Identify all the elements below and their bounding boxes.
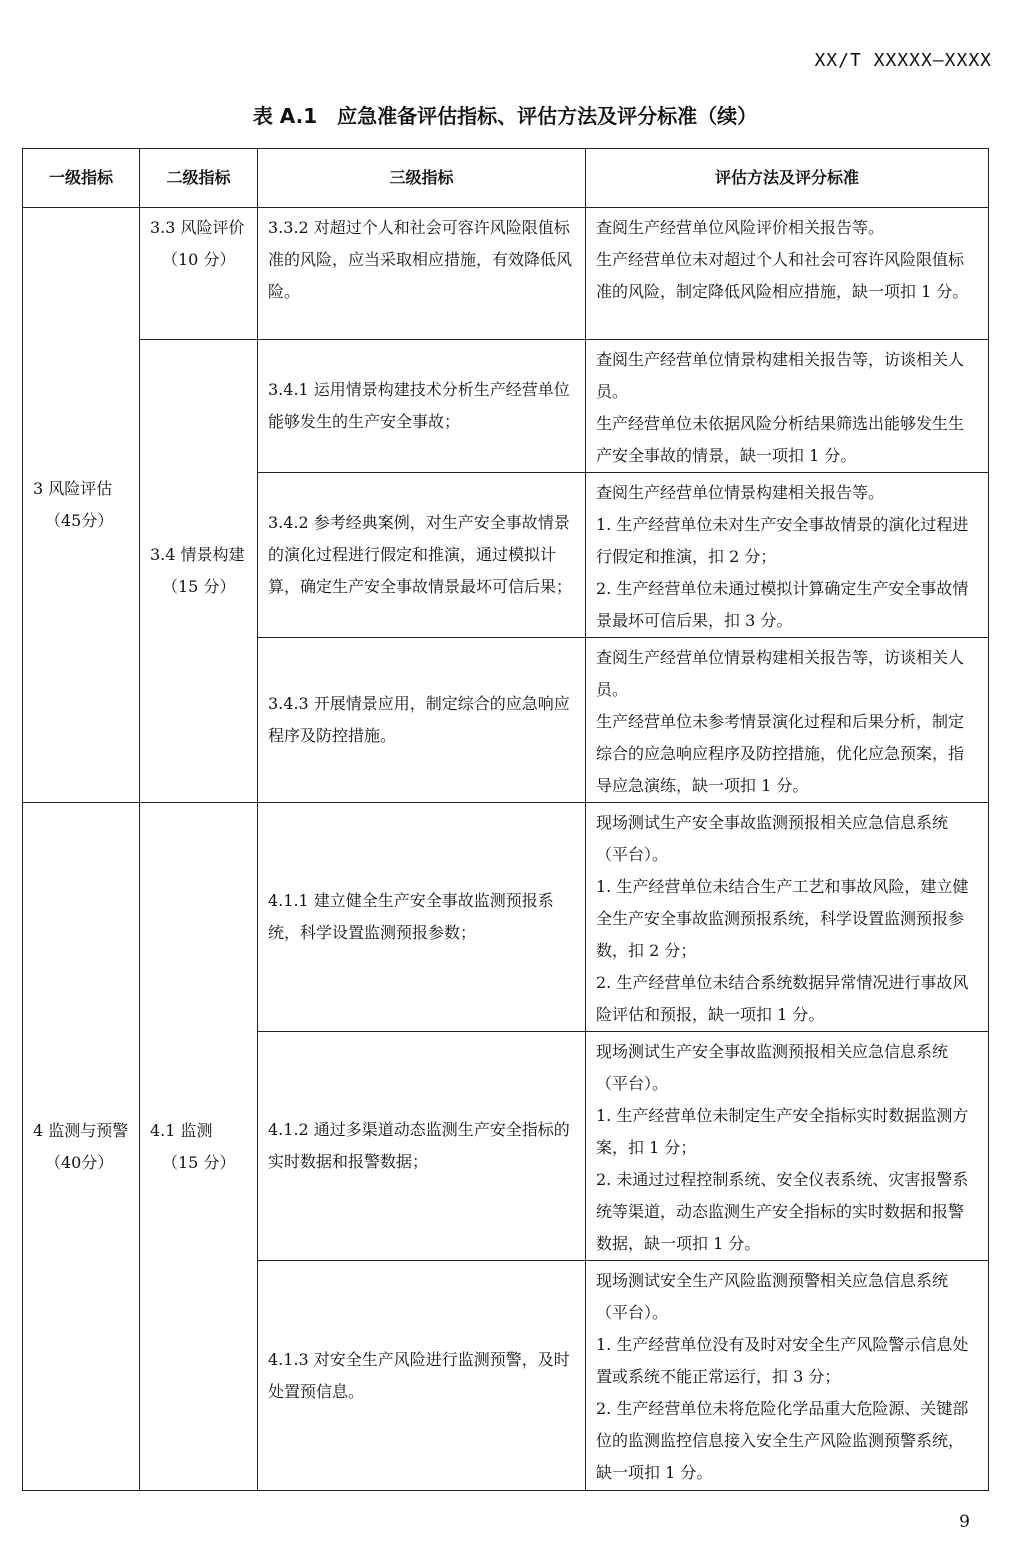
table-row <box>23 340 989 473</box>
level2-score: （10 分） <box>162 250 236 269</box>
criteria-cell <box>586 638 989 803</box>
page-number: 9 <box>959 1512 970 1532</box>
level2-name: 3.4 情景构建 <box>150 545 245 564</box>
criteria-line: 查阅生产经营单位情景构建相关报告等。 <box>596 483 885 502</box>
level3-indicator: 3.4.2 参考经典案例，对生产安全事故情景的演化过程进行假定和推演，通过模拟计算，确定生产安全事故情景最坏可信后果； <box>258 473 586 638</box>
level3-indicator: 3.3.2 对超过个人和社会可容许风险限值标准的风险，应当采取相应措施，有效降低风险。 <box>258 208 586 340</box>
criteria-line: 现场测试安全生产风险监测预警相关应急信息系统（平台）。 <box>596 1271 949 1322</box>
column-header-level1: 一级指标 <box>23 149 140 208</box>
criteria-line: 查阅生产经营单位风险评价相关报告等。 <box>596 218 885 237</box>
table-title: 表 A.1 应急准备评估指标、评估方法及评分标准（续） <box>252 104 758 128</box>
criteria-line: 生产经营单位未对超过个人和社会可容许风险限值标准的风险，制定降低风险相应措施，缺一项扣 1 分。 <box>596 250 969 301</box>
level3-indicator: 4.1.2 通过多渠道动态监测生产安全指标的实时数据和报警数据； <box>258 1032 586 1261</box>
column-header-criteria: 评估方法及评分标准 <box>586 149 989 208</box>
criteria-cell <box>586 473 989 638</box>
level1-risk-cell <box>23 208 140 803</box>
criteria-cell <box>586 208 989 340</box>
criteria-cell <box>586 1032 989 1261</box>
level2-s34-cell <box>140 340 258 803</box>
level3-indicator: 3.4.1 运用情景构建技术分析生产经营单位能够发生的生产安全事故； <box>258 340 586 473</box>
level2-s33-cell <box>140 208 258 340</box>
criteria-cell <box>586 1261 989 1491</box>
level2-s41-cell <box>140 803 258 1491</box>
level1-score: （45分） <box>45 511 114 530</box>
criteria-line: 1. 生产经营单位未对生产安全事故情景的演化过程进行假定和推演，扣 2 分； <box>596 515 969 566</box>
criteria-line: 2. 生产经营单位未结合系统数据异常情况进行事故风险评估和预报，缺一项扣 1 分。 <box>596 973 969 1024</box>
table-row <box>23 803 989 1032</box>
criteria-line: 2. 生产经营单位未将危险化学品重大危险源、关键部位的监测监控信息接入安全生产风险监测预警系统，缺一项扣 1 分。 <box>596 1399 969 1482</box>
criteria-line: 现场测试生产安全事故监测预报相关应急信息系统（平台）。 <box>596 813 949 864</box>
standard-code: XX/T XXXXX—XXXX <box>814 50 992 71</box>
level1-monitor-cell <box>23 803 140 1491</box>
criteria-line: 查阅生产经营单位情景构建相关报告等，访谈相关人员。 <box>596 350 965 401</box>
level2-name: 4.1 监测 <box>150 1120 213 1140</box>
criteria-line: 查阅生产经营单位情景构建相关报告等，访谈相关人员。 <box>596 648 965 699</box>
level3-indicator: 4.1.1 建立健全生产安全事故监测预报系统，科学设置监测预报参数； <box>258 803 586 1032</box>
level3-indicator: 4.1.3 对安全生产风险进行监测预警，及时处置预信息。 <box>258 1261 586 1491</box>
level1-name: 4 监测与预警 <box>33 1120 129 1140</box>
level2-score: （15 分） <box>162 577 236 596</box>
column-header-level2: 二级指标 <box>140 149 258 208</box>
criteria-line: 1. 生产经营单位未制定生产安全指标实时数据监测方案，扣 1 分； <box>596 1106 969 1157</box>
criteria-line: 1. 生产经营单位未结合生产工艺和事故风险，建立健全生产安全事故监测预报系统，科学设置监测预报参数，扣 2 分； <box>596 877 969 960</box>
criteria-line: 2. 未通过过程控制系统、安全仪表系统、灾害报警系统等渠道，动态监测生产安全指标的实时数据和报警数据，缺一项扣 1 分。 <box>596 1170 969 1253</box>
level2-name: 3.3 风险评价 <box>150 218 245 237</box>
criteria-line: 1. 生产经营单位没有及时对安全生产风险警示信息处置或系统不能正常运行，扣 3 分； <box>596 1335 969 1386</box>
criteria-line: 现场测试生产安全事故监测预报相关应急信息系统（平台）。 <box>596 1042 949 1093</box>
criteria-cell <box>586 340 989 473</box>
level1-name: 3 风险评估 <box>33 479 113 498</box>
criteria-cell <box>586 803 989 1032</box>
criteria-line: 生产经营单位未参考情景演化过程和后果分析，制定综合的应急响应程序及防控措施，优化应急预案，指导应急演练，缺一项扣 1 分。 <box>596 712 965 795</box>
criteria-line: 生产经营单位未依据风险分析结果筛选出能够发生生产安全事故的情景，缺一项扣 1 分。 <box>596 414 965 465</box>
table-header-row <box>23 149 989 208</box>
column-header-level3: 三级指标 <box>258 149 586 208</box>
level2-score: （15 分） <box>162 1152 236 1172</box>
level1-score: （40分） <box>45 1152 114 1172</box>
table-row <box>23 208 989 340</box>
criteria-line: 2. 生产经营单位未通过模拟计算确定生产安全事故情景最坏可信后果，扣 3 分。 <box>596 579 969 630</box>
level3-indicator: 3.4.3 开展情景应用，制定综合的应急响应程序及防控措施。 <box>258 638 586 803</box>
evaluation-table <box>22 148 989 1491</box>
